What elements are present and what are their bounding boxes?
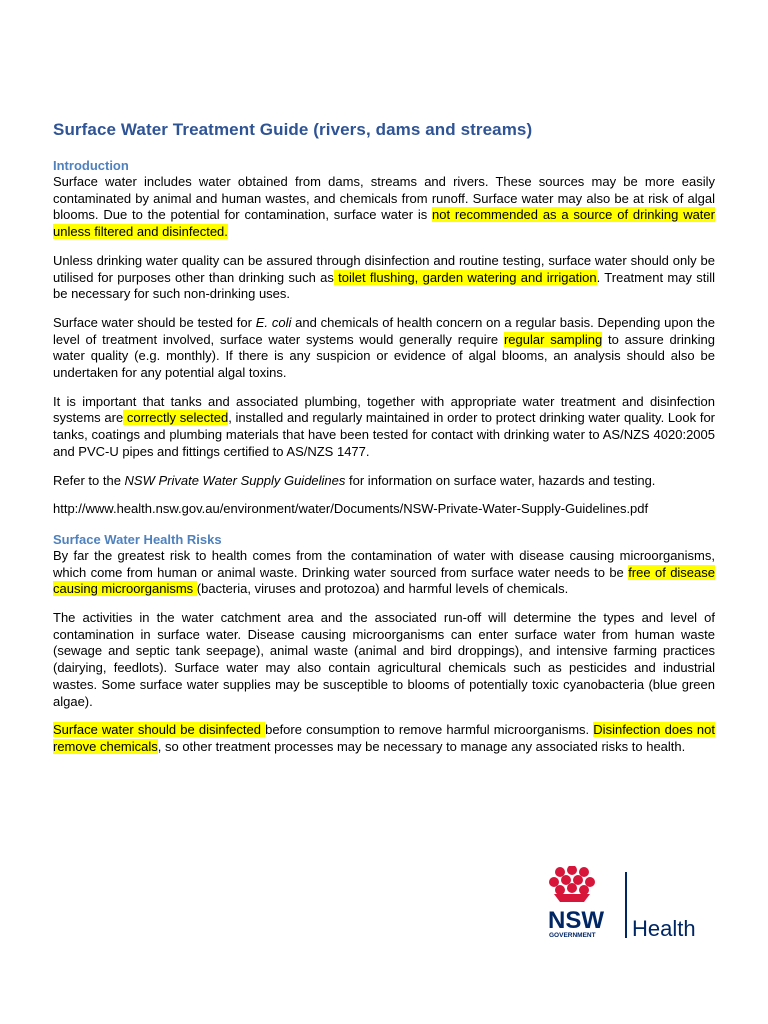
text: and chemicals of health concern on a regular basis. Depending upon the level of treatment involved, surface water systems would generally require — [53, 314, 715, 347]
highlighted-text: not recommended as a source of drinking water unless filtered and disinfected. — [53, 207, 715, 240]
nsw-health-logo — [548, 866, 718, 940]
highlighted-text: Disinfection does not remove chemicals — [53, 722, 715, 754]
text: (bacteria, viruses and protozoa) and harmful levels of chemicals. — [196, 581, 569, 597]
logo-nsw-text: NSW — [548, 907, 604, 934]
text: before consumption to remove harmful microorganisms. — [265, 722, 594, 738]
intro-paragraph-4 — [53, 394, 715, 461]
guidelines-link[interactable]: http://www.health.nsw.gov.au/environment/water/Documents/NSW-Private-Water-Supply-Guidelines.pdf — [53, 501, 649, 517]
intro-paragraph-5 — [53, 473, 715, 490]
text: Surface water should be tested for — [53, 314, 256, 330]
italic-text: E. coli — [255, 314, 292, 330]
text: , so other treatment processes may be necessary to manage any associated risks to health. — [157, 738, 686, 754]
risks-paragraph-1 — [53, 548, 715, 598]
section-heading-risks: Surface Water Health Risks — [53, 531, 222, 547]
text: It is important that tanks and associated plumbing, together with appropriate water treatment and disinfection systems are — [53, 393, 715, 426]
text: for information on surface water, hazards and testing. — [345, 472, 656, 488]
logo-health-text: Health — [632, 916, 696, 940]
text: Surface water includes water obtained from dams, streams and rivers. These sources may be more easily contaminated by animal and human wastes, and chemicals from runoff. Surface water may also be at risk of algal blooms. Due to the potential for contamination, surface water is — [53, 174, 715, 223]
text: , installed and regularly maintained in order to protect drinking water quality. Look for tanks, coatings and plumbing materials that have been tested for contact with drinking water to AS/NZS 4020:2005 and PVC-U pipes and fittings certified to AS/NZS 1477. — [53, 410, 716, 459]
text: . Treatment may still be necessary for such non-drinking uses. — [53, 269, 715, 302]
intro-paragraph-3 — [53, 315, 715, 382]
highlighted-text: regular sampling — [503, 331, 603, 347]
intro-paragraph-1 — [53, 174, 715, 241]
text: Unless drinking water quality can be assured through disinfection and routine testing, surface water should only be utilised for purposes other than drinking such as — [53, 252, 715, 285]
highlighted-text: correctly selected — [123, 410, 229, 426]
waratah-icon — [549, 866, 595, 902]
highlighted-text: free of disease causing microorganisms — [53, 564, 716, 597]
highlighted-text: Surface water should be disinfected — [53, 722, 266, 738]
section-heading-introduction: Introduction — [53, 158, 129, 173]
document-title: Surface Water Treatment Guide (rivers, dams and streams) — [53, 120, 533, 139]
logo-government-text: GOVERNMENT — [549, 932, 596, 939]
italic-text: NSW Private Water Supply Guidelines — [124, 472, 346, 488]
nsw-health-logo-graphic — [548, 866, 718, 940]
text: By far the greatest risk to health comes from the contamination of water with disease causing microorganisms, which come from human or animal waste. Drinking water sourced from surface water needs to be — [53, 547, 715, 580]
intro-paragraph-2 — [53, 253, 715, 303]
risks-paragraph-3 — [53, 722, 715, 755]
risks-paragraph-2: The activities in the water catchment area and the associated run-off will determine the types and level of contamination in surface water. Disease causing microorganisms can enter surface water from human waste (sewage and septic tank seepage), animal waste (animal and bird droppings), and intensive farming practices (dairying, feedlots). Surface water may also contain agricultural chemicals such as pesticides and industrial wastes. Some surface water supplies may be susceptible to blooms of potentially toxic cyanobacteria (blue green algae). — [53, 610, 715, 709]
highlighted-text: toilet flushing, garden watering and irrigation — [333, 269, 597, 285]
document-page — [53, 120, 715, 768]
text: Refer to the — [53, 472, 125, 488]
text: to assure drinking water quality (e.g. monthly). If there is any suspicion or evidence of algal blooms, an analysis should also be undertaken for any potential algal toxins. — [53, 331, 715, 381]
logo-divider — [625, 872, 627, 938]
